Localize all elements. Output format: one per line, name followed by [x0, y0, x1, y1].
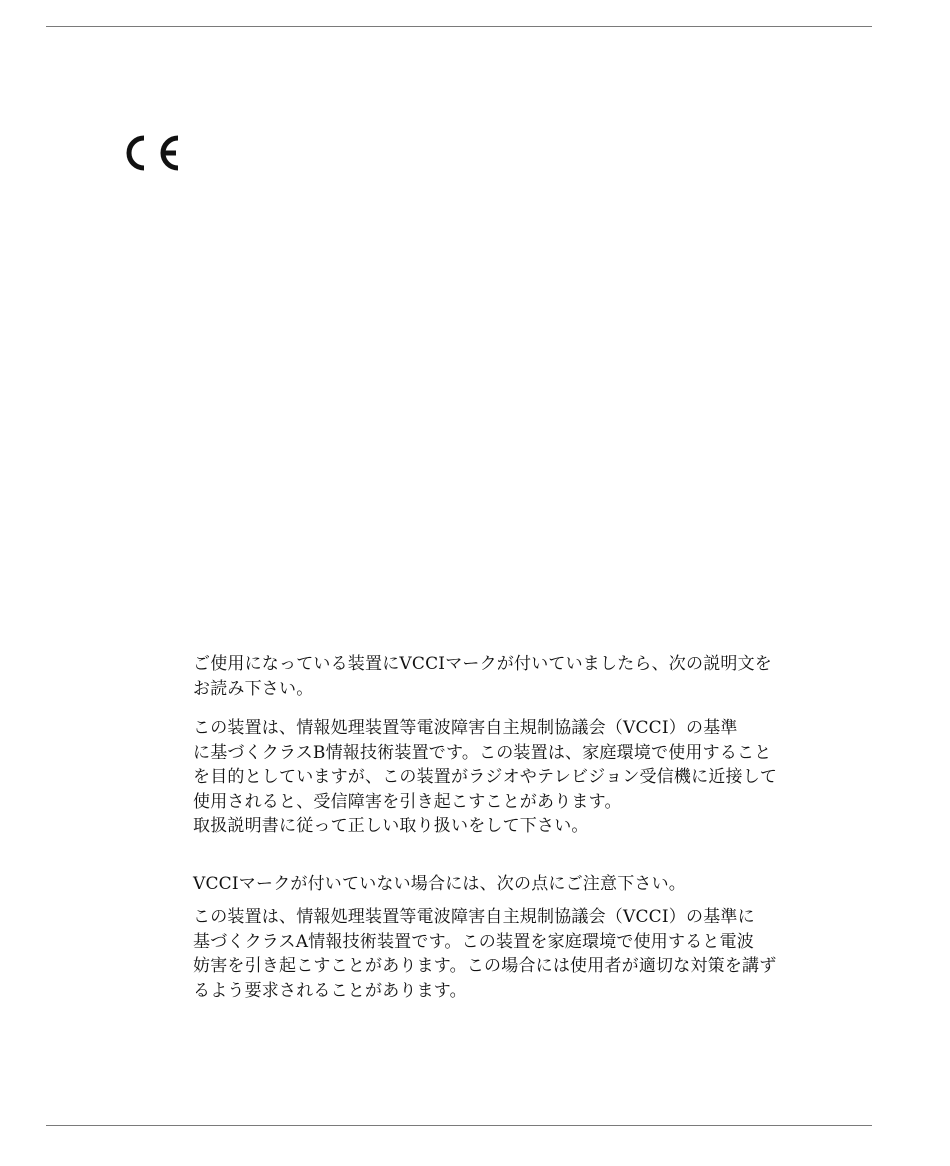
footer-rule	[46, 1125, 872, 1126]
text-line: お読み下さい。	[193, 678, 314, 699]
vcci-class-b-notice	[193, 716, 808, 839]
text-line: に基づくクラスB情報技術装置です。この装置は、家庭環境で使用すること	[193, 742, 772, 763]
ce-mark-icon	[118, 132, 184, 174]
vcci-marked-intro	[193, 652, 808, 701]
text-line: を目的としていますが、この装置がラジオやテレビジョン受信機に近接して	[193, 767, 778, 787]
text-line: 取扱説明書に従って正しい取り扱いをして下さい。	[193, 816, 589, 836]
text-line: 使用されると、受信障害を引き起こすことがあります。	[193, 791, 622, 812]
text-line: るよう要求されることがあります。	[193, 980, 467, 1001]
text-line: この装置は、情報処理装置等電波障害自主規制協議会（VCCI）の基準	[193, 718, 738, 738]
header-rule	[46, 26, 872, 27]
text-line: ご使用になっている装置にVCCIマークが付いていましたら、次の説明文を	[193, 654, 773, 674]
vcci-unmarked-intro	[193, 872, 808, 897]
vcci-class-a-notice	[193, 905, 808, 1003]
text-line: VCCIマークが付いていない場合には、次の点にご注意下さい。	[193, 874, 687, 894]
text-line: 基づくクラスA情報技術装置です。この装置を家庭環境で使用すると電波	[193, 931, 755, 952]
text-line: この装置は、情報処理装置等電波障害自主規制協議会（VCCI）の基準に	[193, 907, 755, 927]
text-line: 妨害を引き起こすことがあります。この場合には使用者が適切な対策を講ず	[193, 956, 777, 976]
